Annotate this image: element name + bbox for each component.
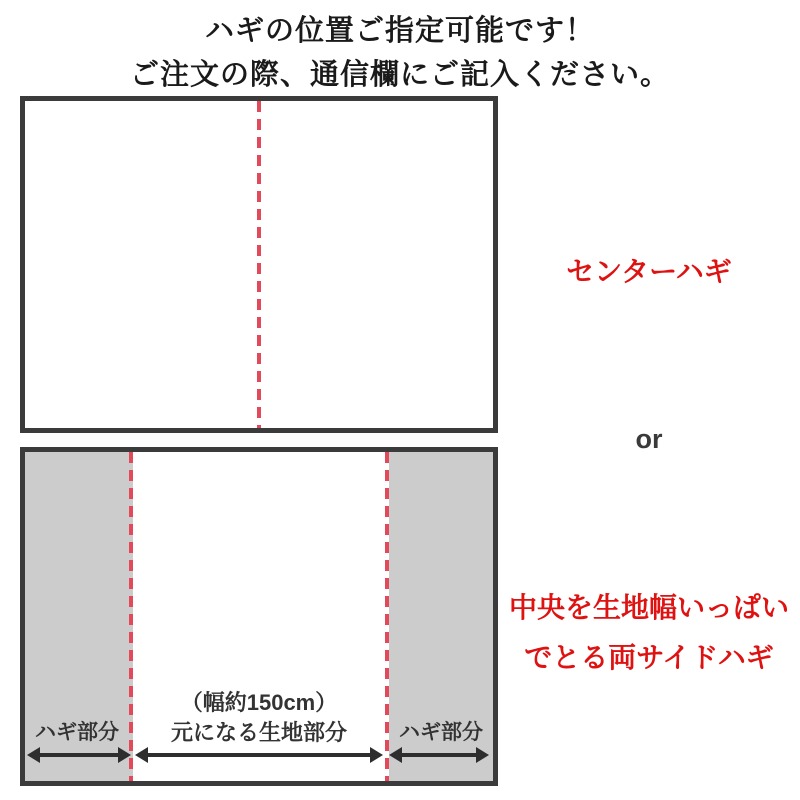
center-panel-width-arrow bbox=[135, 747, 383, 763]
center-seam-dashed-line bbox=[257, 101, 261, 428]
center-fabric-width-label: （幅約150cm） bbox=[180, 690, 338, 715]
left-panel-width-arrow bbox=[27, 747, 131, 763]
right-seam-panel-label: ハギ部分 bbox=[399, 721, 483, 744]
arrowhead-left-icon bbox=[135, 747, 148, 763]
center-seam-diagram bbox=[20, 96, 498, 433]
center-seam-label: センターハギ bbox=[566, 256, 732, 287]
page-title-line-1: ハギの位置ご指定可能です！ bbox=[204, 15, 595, 47]
arrowhead-right-icon bbox=[476, 747, 489, 763]
side-seam-fabric-area bbox=[25, 452, 493, 781]
side-seam-diagram bbox=[20, 447, 498, 786]
side-seam-label-line-1: 中央を生地幅いっぱい bbox=[508, 592, 789, 623]
center-seam-fabric-area bbox=[25, 101, 493, 428]
arrow-shaft bbox=[40, 753, 118, 757]
arrowhead-left-icon bbox=[389, 747, 402, 763]
arrowhead-right-icon bbox=[118, 747, 131, 763]
center-fabric-part-label: 元になる生地部分 bbox=[170, 720, 347, 745]
right-panel-width-arrow bbox=[389, 747, 489, 763]
arrowhead-left-icon bbox=[27, 747, 40, 763]
page-title-line-2: ご注文の際、通信欄にご記入ください。 bbox=[129, 59, 670, 91]
left-seam-panel-label: ハギ部分 bbox=[35, 721, 119, 744]
arrowhead-right-icon bbox=[370, 747, 383, 763]
or-label: or bbox=[635, 424, 663, 454]
arrow-shaft bbox=[148, 753, 370, 757]
side-seam-label-line-2: でとる両サイドハギ bbox=[524, 642, 774, 673]
arrow-shaft bbox=[402, 753, 476, 757]
